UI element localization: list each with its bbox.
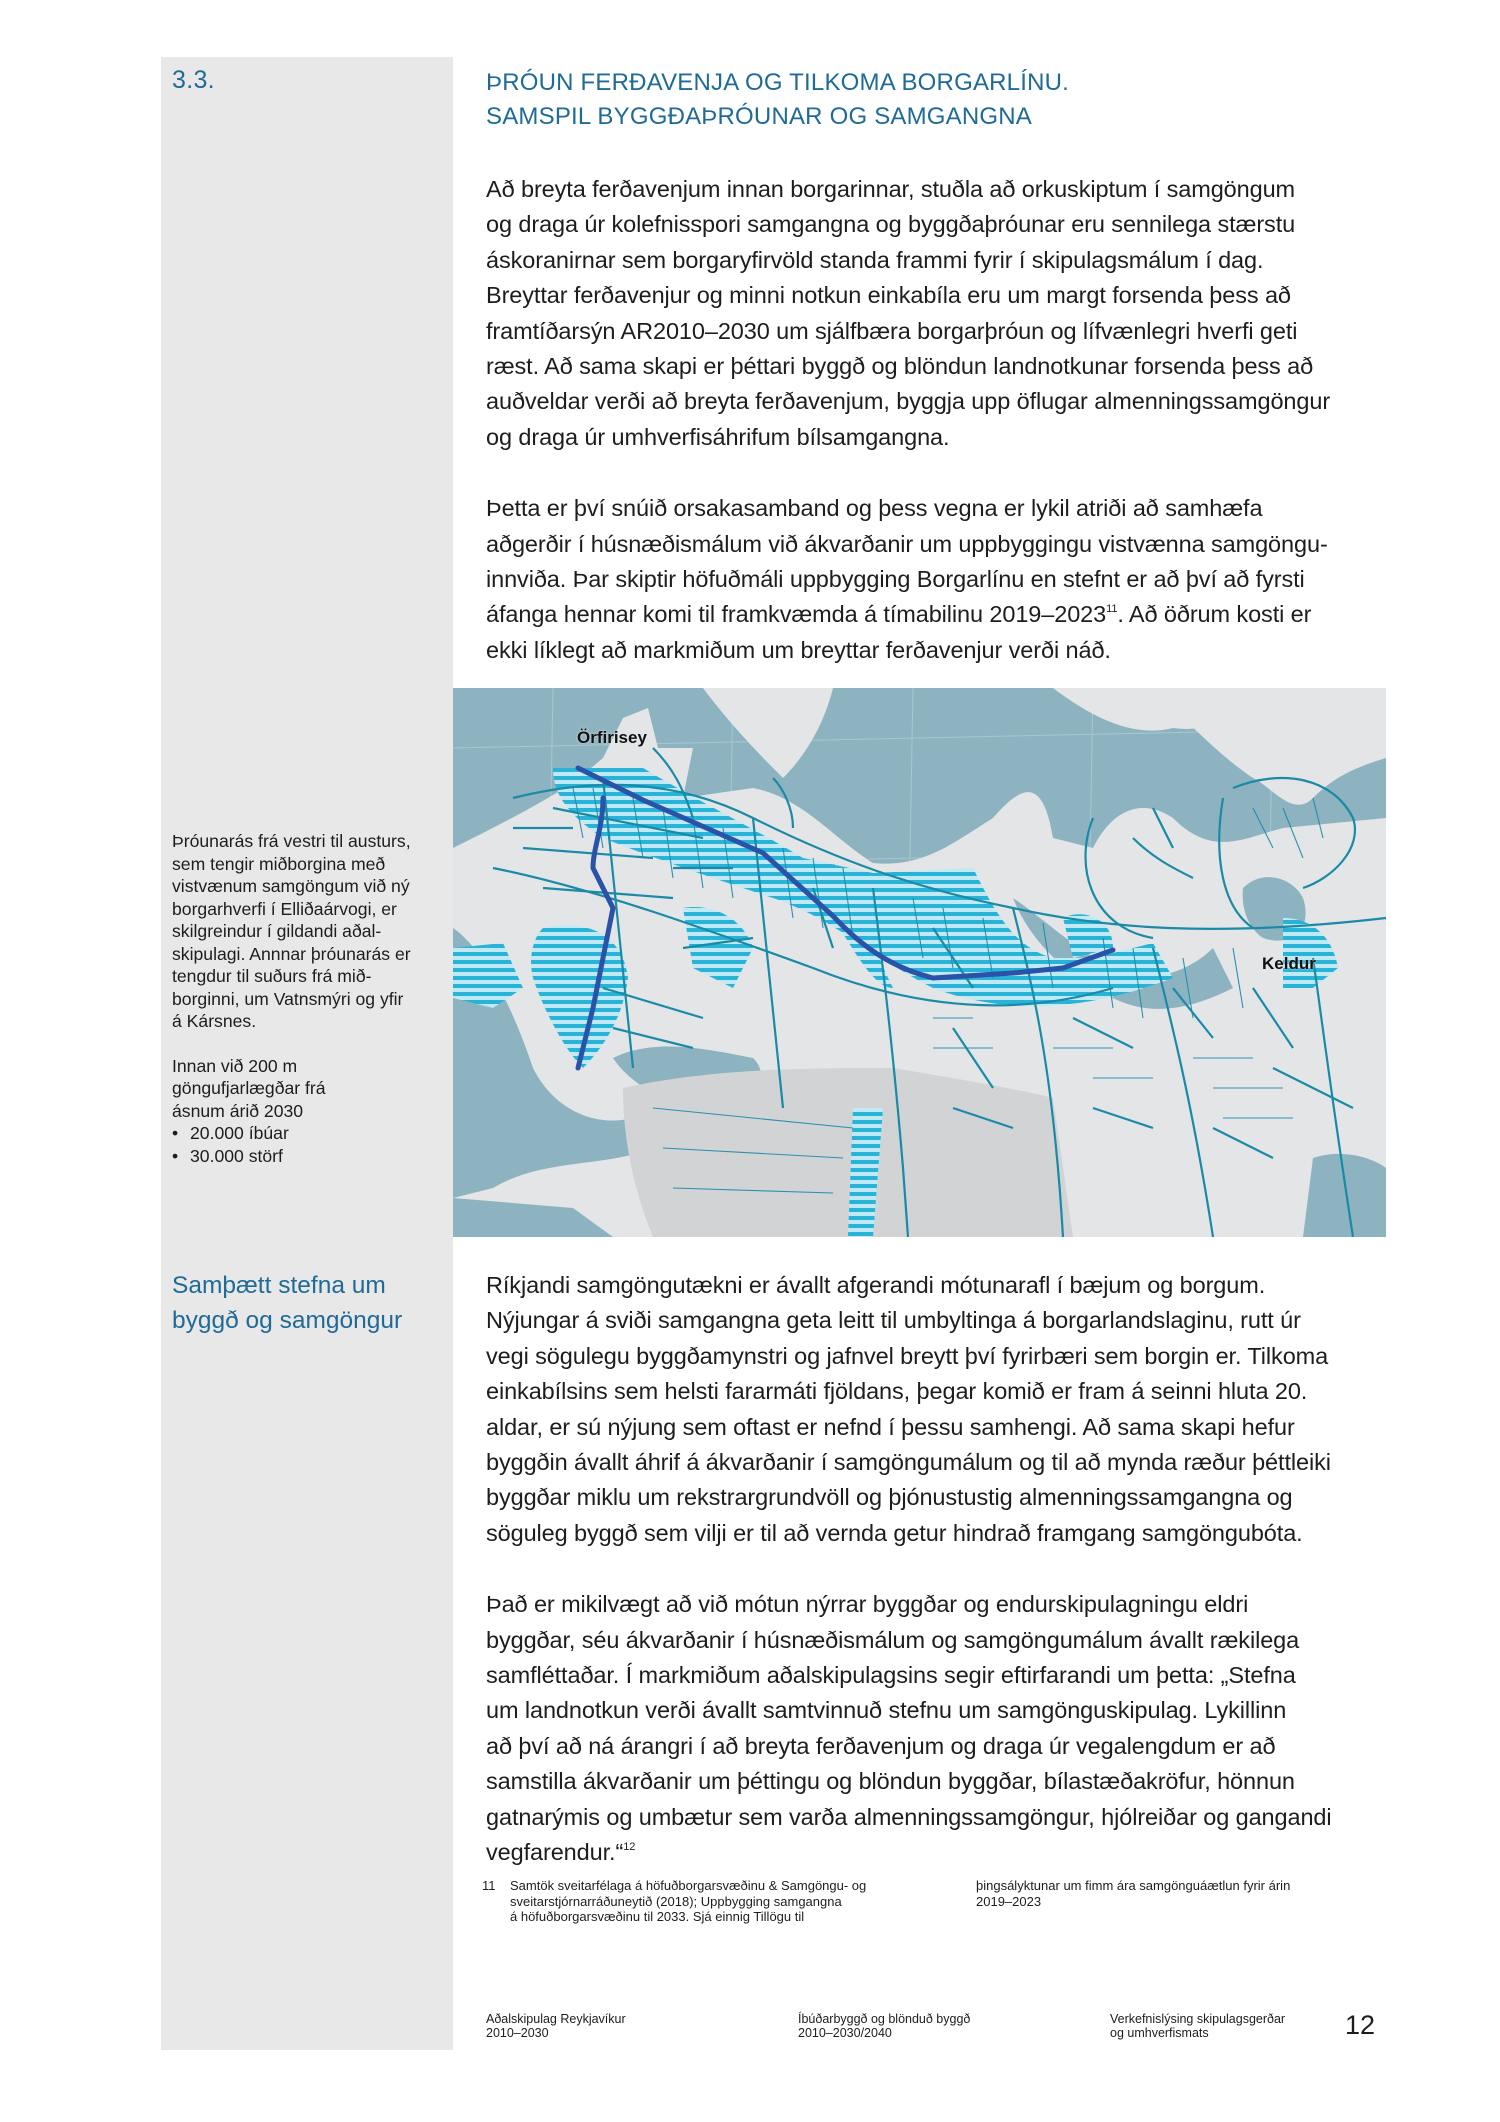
text-line: byggðar, séu ákvarðanir í húsnæðismálum og samgöngumálum ávallt rækilega [486,1626,1300,1653]
footer-line: 2010–2030 [486,2026,549,2040]
caption-line: borgarhverfi í Elliðaárvogi, er [172,898,397,919]
text-line: aldar, er sú nýjung sem oftast er nefnd í þessu samhengi. Að sama skapi hefur [486,1413,1295,1440]
intro-paragraph-1 [486,172,1401,455]
text-line: samstilla ákvarðanir um þéttingu og blöndun byggðar, bílastæðakröfur, hönnun [486,1768,1295,1795]
footer-line: Verkefnislýsing skipulagsgerðar [1110,2012,1286,2026]
intro-paragraph-2 [486,491,1401,668]
text-line: og draga úr kolefnisspori samgangna og byggðaþróunar eru sennilega stærstu [486,211,1296,238]
page-number: 12 [1345,2010,1376,2040]
footnote-line: Samtök sveitarfélaga á höfuðborgarsvæðinu & Samgöngu- og [510,1878,867,1893]
caption-line: tengdur til suðurs frá mið- [172,966,372,986]
caption-line: sem tengir miðborgina með [172,853,386,874]
spacer [172,1033,452,1055]
footer-line: Íbúðarbyggð og blönduð byggð [798,2012,971,2026]
text-line: ræst. Að sama skapi er þéttari byggð og blöndun landnotkunar forsenda þess að [486,353,1314,380]
footer-document-title [486,2012,626,2040]
caption-line: Þróunarás frá vestri til austurs, [172,831,411,851]
stats-line: göngufjarlægðar frá [172,1078,326,1098]
caption-line: á Kársnes. [172,1011,257,1031]
text-line: Að breyta ferðavenjum innan borgarinnar, stuðla að orkuskiptum í samgöngum [486,176,1296,202]
footnote-text-continued [976,1878,1396,1909]
caption-line: vistvænum samgöngum við ný [172,876,410,896]
text-line: innviða. Þar skiptir höfuðmáli uppbygging Borgarlínu en stefnt er að því að fyrsti [486,566,1305,593]
text-line: Ríkjandi samgöngutækni er ávallt afgerandi mótunarafl í bæjum og borgum. [486,1272,1266,1298]
text-line [486,1835,1401,1870]
text-line: byggðin ávallt áhrif á ákvarðanir í samgöngumálum og til að mynda ræður þéttleiki [486,1449,1331,1476]
text-line: gatnarýmis og umbætur sem varða almenningssamgöngur, hjólreiðar og gangandi [486,1803,1332,1830]
text-line: Þetta er því snúið orsakasamband og þess vegna er lykil atriði að samhæfa [486,495,1263,522]
section-title-line: SAMSPIL BYGGÐAÞRÓUNAR OG SAMGANGNA [486,103,1033,130]
map-caption [172,830,452,1167]
footnote-line: á höfuðborgarsvæðinu til 2033. Sjá einnig Tillögu til [510,1909,805,1924]
text-line: ekki líklegt að markmiðum um breyttar ferðavenjur verði náð. [486,636,1111,663]
footnote-line: 2019–2023 [976,1893,1042,1909]
footnote-line: sveitarstjórnarráðuneytið (2018); Uppbygging samgangna [510,1893,842,1909]
stats-line: Innan við 200 m [172,1055,298,1076]
text-line: Það er mikilvægt að við mótun nýrrar byggðar og endurskipulagningu eldri [486,1591,1249,1618]
footer-line: og umhverfismats [1110,2026,1209,2040]
intro-text [486,172,1401,704]
text-line: framtíðarsýn AR2010–2030 um sjálfbæra borgarþróun og lífvænlegri hverfi geti [486,317,1298,344]
development-axis-map [453,688,1386,1237]
text-line: Nýjungar á sviði samgangna geta leitt til umbyltinga á borgarlandslaginu, rutt úr [486,1307,1301,1334]
text-segment: . Að öðrum kosti er [1117,601,1312,628]
text-line: einkabílsins sem helsti fararmáti fjöldans, þegar komið er fram á seinni hluta 20. [486,1378,1308,1405]
section-number: 3.3. [172,66,215,94]
map-label-keldur: Keldur [1262,954,1316,973]
heading-line: byggð og samgöngur [172,1307,403,1334]
subsection-paragraph-1 [486,1268,1401,1551]
text-line: Breyttar ferðavenjur og minni notkun einkabíla eru um margt forsenda þess að [486,282,1291,309]
section-title-line: ÞRÓUN FERÐAVENJA OG TILKOMA BORGARLÍNU. [486,69,1070,96]
footer-chapter-title [798,2012,970,2040]
text-segment: vegfarendur.“ [486,1839,624,1866]
map-label-orfirisey: Örfirisey [577,728,647,747]
text-segment: áfanga hennar komi til framkvæmda á tímabilinu 2019–2023 [486,601,1107,628]
footer-section-title [1110,2012,1285,2040]
text-line: auðveldar verði að breyta ferðavenjum, byggja upp öflugar almenningssamgöngur [486,388,1331,415]
subsection-text [486,1268,1401,1907]
caption-line: borginni, um Vatnsmýri og yfir [172,988,404,1009]
footnote-ref-11[interactable]: 11 [1106,603,1118,616]
footer-line: Aðalskipulag Reykjavíkur [486,2012,626,2026]
subsection-paragraph-2 [486,1587,1401,1870]
stats-bullet-residents: • 20.000 íbúar [172,1122,452,1145]
stats-line: ásnum árið 2030 [172,1100,304,1121]
heading-line: Samþætt stefna um [172,1272,386,1299]
footer-line: 2010–2030/2040 [798,2026,892,2040]
text-line: söguleg byggð sem vilji er til að vernda getur hindrað framgang samgöngubóta. [486,1519,1303,1546]
footnote-line: þingsályktunar um fimm ára samgönguáætlun fyrir árin [976,1878,1291,1893]
text-line: um landnotkun verði ávallt samtvinnuð stefnu um samgönguskipulag. Lykillinn [486,1697,1287,1724]
text-line: að því að ná árangri í að breyta ferðavenjum og draga úr vegalengdum er að [486,1732,1276,1759]
text-line: og draga úr umhverfisáhrifum bílsamgangna. [486,423,950,450]
footnote-ref-12[interactable]: 12 [623,1841,636,1854]
text-line: vegi sögulegu byggðamynstri og jafnvel breytt því fyrirbæri sem borgin er. Tilkoma [486,1342,1329,1369]
text-line: samfléttaðar. Í markmiðum aðalskipulagsins segir eftirfarandi um þetta: „Stefna [486,1662,1296,1689]
text-line: áskoranirnar sem borgaryfirvöld standa frammi fyrir í skipulagsmálum í dag. [486,246,1264,273]
text-line: aðgerðir í húsnæðismálum við ákvarðanir um uppbyggingu vistvænna samgöngu- [486,530,1328,557]
text-line [486,597,1401,632]
subsection-heading [172,1268,452,1338]
map-graphic [453,688,1386,1237]
caption-line: skilgreindur í gildandi aðal- [172,921,382,941]
footnote-number: 11 [482,1878,496,1893]
footnote-text [510,1878,950,1925]
text-line: byggðar miklu um rekstrargrundvöll og þjónustustig almenningssamgangna og [486,1484,1293,1511]
section-title [486,66,1386,134]
caption-line: skipulagi. Annnar þróunarás er [172,943,411,964]
map-grey-area [623,1068,1073,1237]
stats-bullet-jobs: • 30.000 störf [172,1145,452,1168]
